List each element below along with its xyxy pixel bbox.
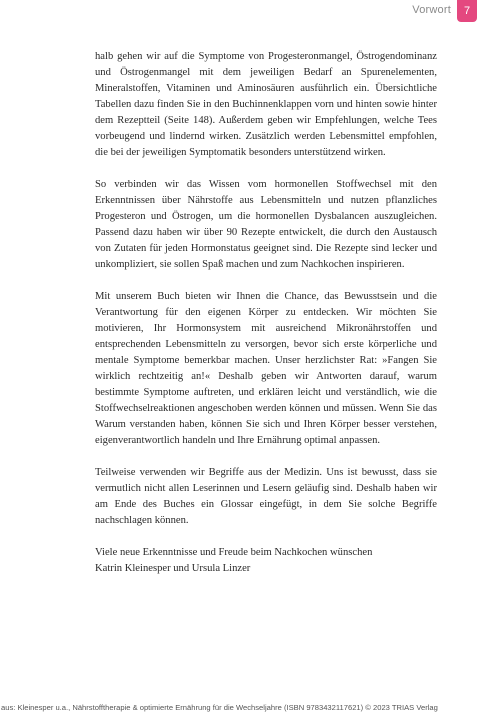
paragraph-3: Mit unserem Buch bieten wir Ihnen die Chance, das Bewusstsein und die Verantwortung für den eigenen Körper zu entdecken. Wir möchten Sie motivieren, Ihr Hormonsystem mit ausreichend Mikronährstoffen und entsprechenden Lebensmitteln zu versorgen, bevor sich erste körperliche und mentale Symptome bemerkbar machen. Unser herzlichster Rat: »Fangen Sie wirklich rechtzeitig an!« Deshalb geben wir Antworten darauf, warum bestimmte Symptome auftreten, und erklären leicht und verständlich, wie die Stoffwechselreaktionen angeschoben werden können und müssen. Wenn Sie das Warum verstanden haben, können Sie sich und Ihren Körper besser verstehen, eigenverantwortlich handeln und Ihre Ernährung optimal anpassen.: [95, 291, 437, 446]
footer-citation: aus: Kleinesper u.a., Nährstofftherapie & optimierte Ernährung für die Wechseljahre (ISBN 9783432117621) © 2023 TRIAS Verlag: [1, 703, 438, 712]
closing-greeting: Viele neue Erkenntnisse und Freude beim Nachkochen wünschen: [95, 547, 373, 558]
closing-authors: Katrin Kleinesper und Ursula Linzer: [95, 563, 251, 574]
paragraph-1: halb gehen wir auf die Symptome von Progesteronmangel, Östrogendominanz und Östrogenmangel mit dem jeweiligen Bedarf an Spurenelementen, Mineralstoffen, Vitaminen und Aminosäuren ausführlich ein. Übersichtliche Tabellen dazu finden Sie in den Buchinnenklappen vorn und hinten sowie hinter dem Rezeptteil (Seite 148). Außerdem geben wir Empfehlungen, welche Tees vorbeugend und lindernd wirken. Zusätzlich werden Lebensmittel empfohlen, die bei der jeweiligen Symptomatik besonders unterstützend wirken.: [95, 51, 437, 158]
paragraph-2: So verbinden wir das Wissen vom hormonellen Stoffwechsel mit den Erkenntnissen über Nährstoffe aus Lebensmitteln und nutzen pflanzliches Progesteron und Östrogen, um die hormonellen Dysbalancen auszugleichen. Passend dazu haben wir über 90 Rezepte entwickelt, die durch den Austausch von Zutaten für jeden Hormonstatus geeignet sind. Die Rezepte sind lecker und unkompliziert, sie sollen Spaß machen und zum Nachkochen inspirieren.: [95, 179, 437, 270]
body-text: [95, 49, 437, 577]
running-head-section: Vorwort: [412, 4, 451, 16]
page-number-badge: 7: [457, 0, 477, 22]
paragraph-4: Teilweise verwenden wir Begriffe aus der Medizin. Uns ist bewusst, dass sie vermutlich nicht allen Leserinnen und Lesern geläufig sind. Deshalb haben wir am Ende des Buches ein Glossar eingefügt, in dem Sie solche Begriffe nachschlagen können.: [95, 467, 437, 526]
